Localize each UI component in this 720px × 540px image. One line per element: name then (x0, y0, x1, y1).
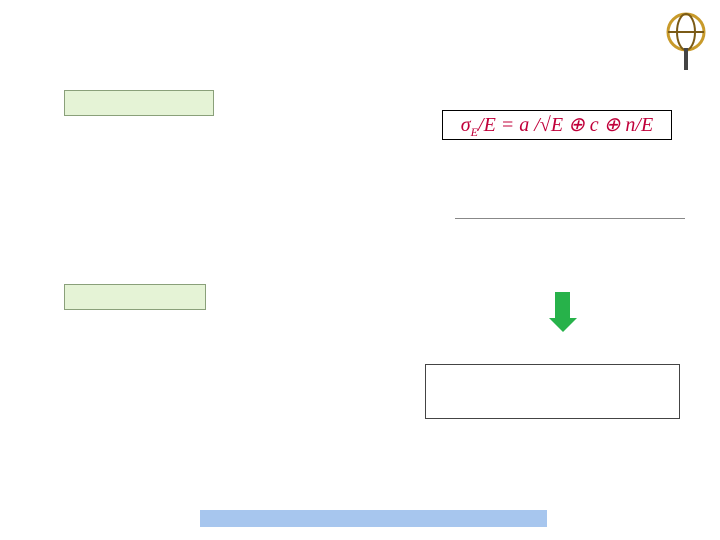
tested-divider (455, 218, 685, 219)
barrel-label-box (64, 90, 214, 116)
down-arrow-icon (555, 292, 570, 320)
endcap-label-box (64, 284, 206, 310)
resolution-formula: $\sigma_E/E = a$ /√E ⊕ c ⊕ n/E (442, 110, 672, 140)
footer-bar (200, 510, 547, 527)
down-arrow-head-icon (549, 318, 577, 332)
spec-box (425, 364, 680, 419)
